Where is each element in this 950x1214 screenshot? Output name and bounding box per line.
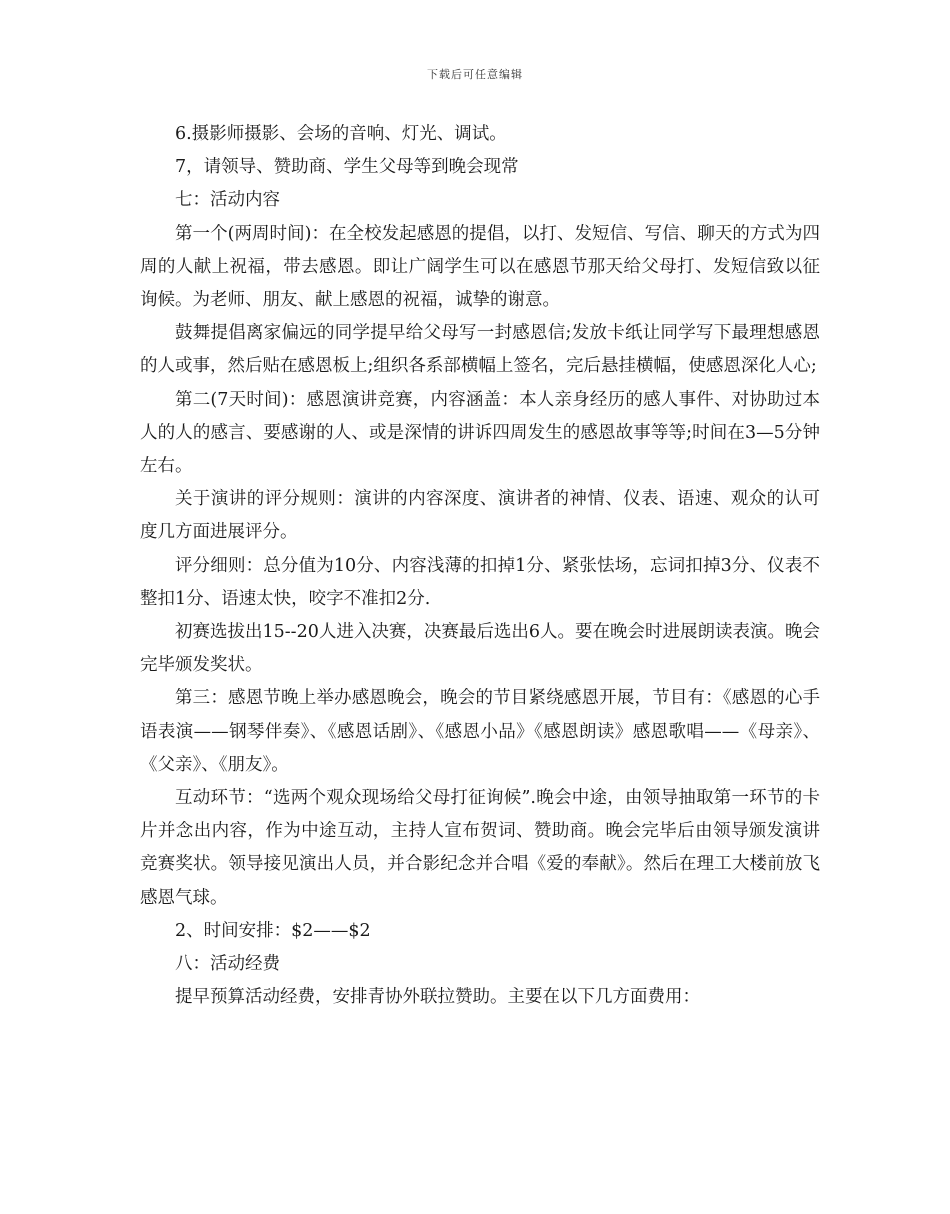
paragraph: 7，请领导、赞助商、学生父母等到晚会现常: [175, 157, 519, 178]
paragraph: 初赛选拔出15--20人进入决赛，决赛最后选出6人。要在晚会时进展朗读表演。晚会完毕颁发奖状。: [140, 622, 820, 676]
paragraph: 第三：感恩节晚上举办感恩晚会，晚会的节目紧绕感恩开展，节目有：《感恩的心手语表演——钢琴伴奏》、《感恩话剧》、《感恩小品》《感恩朗读》感恩歌唱——《母亲》、《父亲》、《朋友》。: [140, 688, 820, 775]
paragraph: 评分细则：总分值为10分、内容浅薄的扣掉1分、紧张怯场，忘词扣掉3分、仪表不整扣1分、语速太快，咬字不准扣2分.: [140, 555, 820, 609]
paragraph: 6.摄影师摄影、会场的音响、灯光、调试。: [175, 124, 507, 144]
section-heading: 七：活动内容: [175, 190, 280, 211]
paragraph: 互动环节：“选两个观众现场给父母打征询候”.晚会中途，由领导抽取第一环节的卡片并念出内容，作为中途互动，主持人宣布贺词、赞助商。晚会完毕后由领导颁发演讲竞赛奖状。领导接见演出人员，并合影纪念并合唱《爱的奉献》。然后在理工大楼前放飞感恩气球。: [140, 788, 820, 908]
paragraph: 提早预算活动经费，安排青协外联拉赞助。主要在以下几方面费用：: [175, 987, 700, 1008]
paragraph: 第二(7天时间)：感恩演讲竞赛，内容涵盖：本人亲身经历的感人事件、对协助过本人的人的感言、要感谢的人、或是深情的讲诉四周发生的感恩故事等等;时间在3—5分钟左右。: [140, 389, 820, 477]
paragraph: 鼓舞提倡离家偏远的同学提早给父母写一封感恩信;发放卡纸让同学写下最理想感恩的人或事，然后贴在感恩板上;组织各系部横幅上签名，完后悬挂横幅，使感恩深化人心;: [140, 323, 820, 377]
paragraph: 关于演讲的评分规则：演讲的内容深度、演讲者的神情、仪表、语速、观众的认可度几方面进展评分。: [140, 489, 820, 543]
paragraph: 2、时间安排：$2——$2: [175, 920, 371, 941]
document-body: [140, 118, 820, 1014]
paragraph: 第一个(两周时间)：在全校发起感恩的提倡，以打、发短信、写信、聊天的方式为四周的人献上祝福，带去感恩。即让广阔学生可以在感恩节那天给父母打、发短信致以征询候。为老师、朋友、献上感恩的祝福，诚挚的谢意。: [140, 223, 820, 311]
section-heading: 八：活动经费: [175, 954, 280, 975]
page-header: 下载后可任意编辑: [427, 68, 523, 81]
